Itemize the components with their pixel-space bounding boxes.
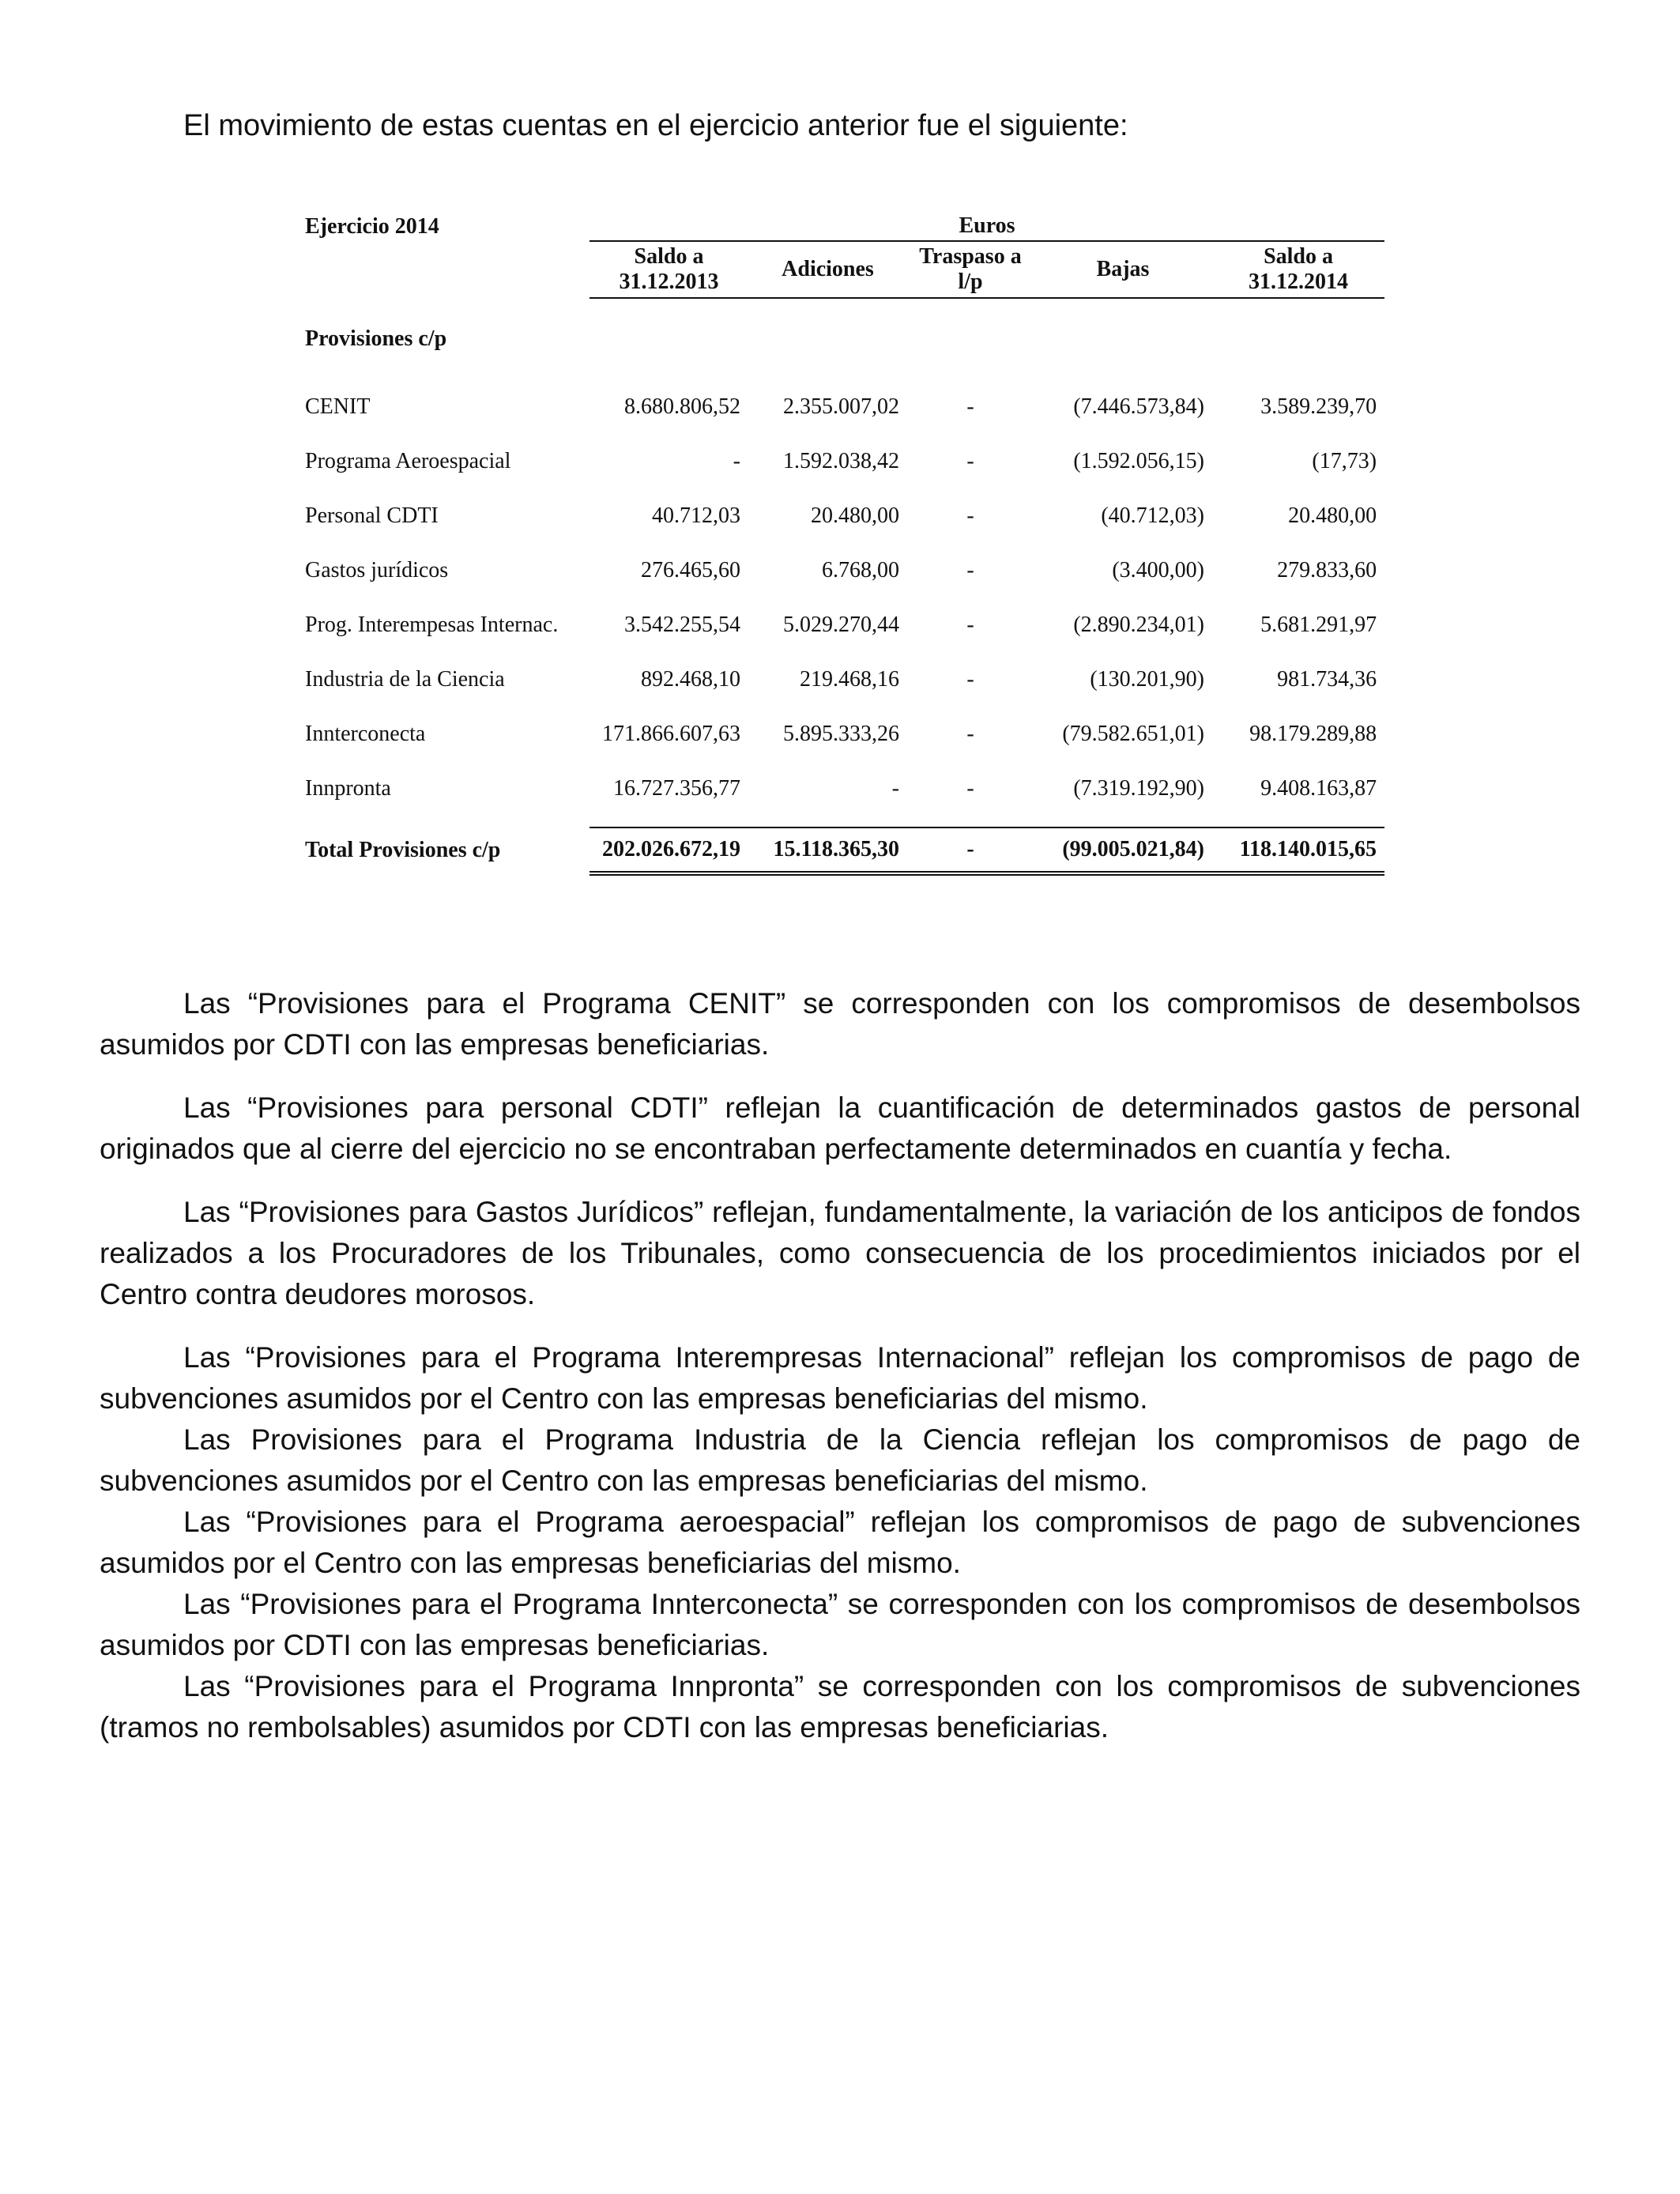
row-value: 5.029.270,44 [783,612,899,637]
total-bajas: (99.005.021,84) [1034,827,1212,873]
row-value: (3.400,00) [1112,557,1204,582]
row-value: - [891,775,899,801]
total-traspaso: - [907,827,1034,873]
table-row [297,379,1384,434]
row-value: 3.589.239,70 [1260,394,1377,419]
row-value: (1.592.056,15) [1073,448,1204,473]
row-value: 892.468,10 [641,666,740,692]
row-label: Programa Aeroespacial [305,448,511,473]
paragraph: Las “Provisiones para el Programa CENIT” se corresponden con los compromisos de desembolsos asumidos por CDTI con las empresas beneficiarias. [100,987,1580,1061]
row-label: Industria de la Ciencia [305,666,505,692]
row-value: 8.680.806,52 [624,394,740,419]
row-value: 9.408.163,87 [1260,775,1377,801]
paragraph: Las “Provisiones para Gastos Jurídicos” reflejan, fundamentalmente, la variación de los anticipos de fondos realizados a los Procuradores de los Tribunales, como consecuencia de los procedimientos iniciados por el Centro contra deudores morosos. [100,1196,1580,1310]
row-value: (79.582.651,01) [1062,721,1204,746]
row-label: Prog. Interempesas Internac. [305,612,559,637]
paragraph: Las “Provisiones para el Programa Innpronta” se corresponden con los compromisos de subvenciones (tramos no rembolsables) asumidos por CDTI con las empresas beneficiarias. [100,1670,1580,1744]
row-value: 20.480,00 [1288,503,1377,528]
row-value: - [733,448,740,473]
currency-label: Euros [590,212,1384,241]
paragraph: Las Provisiones para el Programa Industria de la Ciencia reflejan los compromisos de pago de subvenciones asumidos por el Centro con las empresas beneficiarias del mismo. [100,1423,1580,1497]
row-value: 6.768,00 [822,557,899,582]
row-value: (2.890.234,01) [1073,612,1204,637]
header-blank [297,241,590,298]
row-value: 98.179.289,88 [1249,721,1377,746]
year-label: Ejercicio 2014 [305,214,439,239]
row-value: - [966,612,974,637]
provisions-table [297,212,1384,876]
section-row [297,298,1384,379]
row-value: 219.468,16 [800,666,899,692]
row-value: (130.201,90) [1090,666,1204,692]
table-row [297,707,1384,761]
row-value: 171.866.607,63 [602,721,740,746]
row-value: 981.734,36 [1277,666,1377,692]
row-label: Gastos jurídicos [305,557,449,582]
row-value: - [966,503,974,528]
header-saldo-2013: Saldo a 31.12.2013 [590,241,748,298]
table-row [297,761,1384,816]
row-value: 2.355.007,02 [783,394,899,419]
total-label: Total Provisiones c/p [305,838,501,862]
row-label: Personal CDTI [305,503,439,528]
row-value: - [966,557,974,582]
row-value: 3.542.255,54 [624,612,740,637]
paragraph: Las “Provisiones para personal CDTI” reflejan la cuantificación de determinados gastos de personal originados que al cierre del ejercicio no se encontraban perfectamente determinados en cuantía y fecha. [100,1091,1580,1165]
row-value: 5.895.333,26 [783,721,899,746]
table-row [297,598,1384,652]
paragraph: Las “Provisiones para el Programa Interempresas Internacional” reflejan los compromisos de pago de subvenciones asumidos por el Centro con las empresas beneficiarias del mismo. [100,1341,1580,1415]
row-value: 1.592.038,42 [783,448,899,473]
total-adiciones: 15.118.365,30 [748,827,907,873]
row-value: - [966,721,974,746]
row-value: (17,73) [1312,448,1377,473]
row-value: 279.833,60 [1277,557,1377,582]
paragraph: Las “Provisiones para el Programa aeroespacial” reflejan los compromisos de pago de subvenciones asumidos por el Centro con las empresas beneficiarias del mismo. [100,1506,1580,1579]
row-value: (40.712,03) [1101,503,1204,528]
table-row [297,652,1384,707]
intro-sentence: El movimiento de estas cuentas en el ejercicio anterior fue el siguiente: [183,109,1128,142]
header-saldo-2014: Saldo a 31.12.2014 [1212,241,1384,298]
row-value: 40.712,03 [652,503,740,528]
row-value: 276.465,60 [641,557,740,582]
section-label: Provisiones c/p [305,326,447,351]
paragraph: Las “Provisiones para el Programa Innterconecta” se corresponden con los compromisos de desembolsos asumidos por CDTI con las empresas beneficiarias. [100,1588,1580,1661]
row-value: (7.446.573,84) [1073,394,1204,419]
row-label: Innpronta [305,775,391,801]
row-value: - [966,394,974,419]
row-value: (7.319.192,90) [1073,775,1204,801]
row-value: - [966,666,974,692]
table-row [297,488,1384,543]
table-row [297,543,1384,598]
explanatory-text [100,983,1580,1748]
row-label: CENIT [305,394,371,419]
row-value: - [966,775,974,801]
header-traspaso: Traspaso a l/p [907,241,1034,298]
row-value: 16.727.356,77 [613,775,740,801]
table-column-headers [297,241,1384,298]
row-value: 5.681.291,97 [1260,612,1377,637]
total-row [297,827,1384,873]
table-row [297,434,1384,488]
row-label: Innterconecta [305,721,426,746]
row-value: - [966,448,974,473]
total-saldo-2014: 118.140.015,65 [1212,827,1384,873]
total-saldo-2013: 202.026.672,19 [590,827,748,873]
header-bajas: Bajas [1034,241,1212,298]
table-header-top [297,212,1384,241]
row-value: 20.480,00 [811,503,899,528]
header-adiciones: Adiciones [748,241,907,298]
spacer-row [297,816,1384,827]
table-body [297,379,1384,816]
